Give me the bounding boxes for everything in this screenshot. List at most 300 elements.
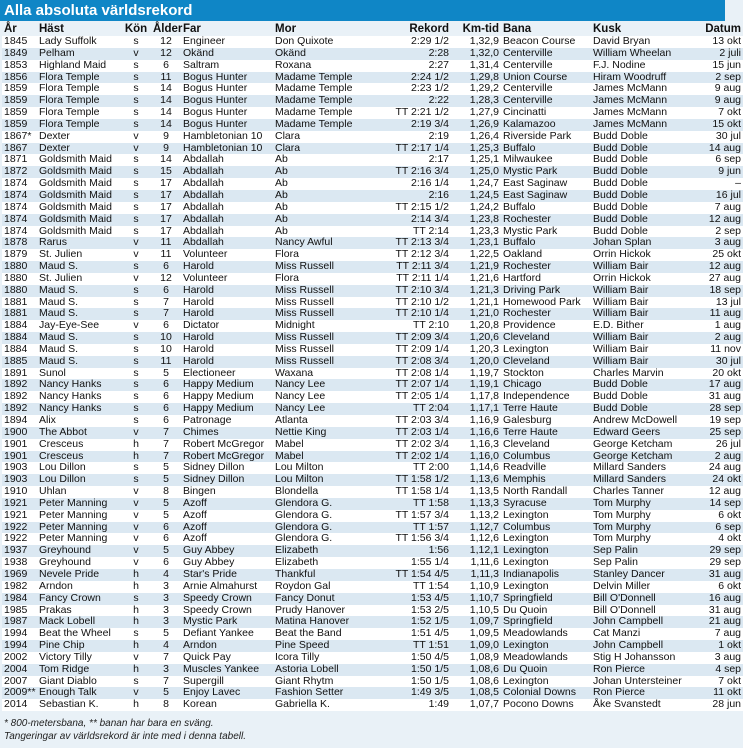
cell-track: Springfield [501,616,591,628]
cell-record: TT 1:54 4/5 [365,569,451,581]
cell-driver: Bill O'Donnell [591,593,684,605]
cell-age: 5 [151,687,181,699]
cell-record: TT 2:10 1/2 [365,297,451,309]
cell-driver: Tom Murphy [591,498,684,510]
cell-age: 7 [151,308,181,320]
cell-sire: Happy Medium [181,379,273,391]
cell-sex: s [121,379,151,391]
cell-age: 6 [151,533,181,545]
cell-sex: v [121,557,151,569]
cell-driver: Budd Doble [591,214,684,226]
cell-track: Syracuse [501,498,591,510]
cell-date: 7 okt [684,676,743,688]
cell-km-time: 1,23,3 [451,226,501,238]
cell-horse: Alix [37,415,121,427]
cell-driver: Stanley Dancer [591,569,684,581]
cell-horse: Peter Manning [37,522,121,534]
cell-year: 1891 [2,368,37,380]
cell-year: 1859 [2,83,37,95]
cell-horse: Cresceus [37,451,121,463]
cell-date: 31 aug [684,569,743,581]
cell-track: Rochester [501,261,591,273]
cell-age: 14 [151,107,181,119]
cell-horse: Peter Manning [37,498,121,510]
cell-sex: v [121,687,151,699]
cell-km-time: 1,11,6 [451,557,501,569]
cell-km-time: 1,16,3 [451,439,501,451]
cell-date: 3 aug [684,237,743,249]
cell-sire: Speedy Crown [181,605,273,617]
cell-km-time: 1,21,9 [451,261,501,273]
cell-date: 2 sep [684,72,743,84]
cell-record: TT 2:08 3/4 [365,356,451,368]
cell-driver: John Campbell [591,640,684,652]
cell-year: 1867 [2,143,37,155]
cell-sex: h [121,451,151,463]
cell-age: 12 [151,48,181,60]
cell-age: 6 [151,557,181,569]
cell-horse: Highland Maid [37,60,121,72]
cell-dam: Nancy Lee [273,379,365,391]
cell-year: 1884 [2,332,37,344]
cell-sex: s [121,308,151,320]
cell-year: 1985 [2,605,37,617]
cell-sex: v [121,533,151,545]
cell-horse: Goldsmith Maid [37,154,121,166]
cell-dam: Roxana [273,60,365,72]
cell-dam: Elizabeth [273,545,365,557]
cell-driver: Millard Sanders [591,474,684,486]
cell-sire: Abdallah [181,178,273,190]
cell-horse: Peter Manning [37,533,121,545]
cell-year: 1901 [2,439,37,451]
cell-record: TT 2:03 3/4 [365,415,451,427]
cell-km-time: 1,19,1 [451,379,501,391]
cell-date: 13 okt [684,36,743,48]
cell-record: TT 2:11 3/4 [365,261,451,273]
cell-year: 1894 [2,415,37,427]
cell-track: Cleveland [501,332,591,344]
cell-date: 29 sep [684,545,743,557]
cell-record: TT 1:57 [365,522,451,534]
cell-sex: s [121,226,151,238]
cell-sex: s [121,356,151,368]
cell-date: 6 okt [684,581,743,593]
cell-horse: Cresceus [37,439,121,451]
cell-track: Columbus [501,451,591,463]
cell-year: 2014 [2,699,37,711]
cell-dam: Miss Russell [273,285,365,297]
cell-km-time: 1,10,5 [451,605,501,617]
cell-date: 1 okt [684,640,743,652]
cell-sire: Arnie Almahurst [181,581,273,593]
cell-date: 12 aug [684,261,743,273]
cell-dam: Beat the Band [273,628,365,640]
cell-sire: Abdallah [181,166,273,178]
cell-track: Cleveland [501,356,591,368]
cell-sire: Harold [181,297,273,309]
table-row [2,581,743,593]
cell-km-time: 1,13,3 [451,498,501,510]
cell-track: Mystic Park [501,226,591,238]
cell-record: TT 2:16 3/4 [365,166,451,178]
cell-km-time: 1,10,7 [451,593,501,605]
cell-date: 18 sep [684,285,743,297]
cell-horse: Maud S. [37,261,121,273]
cell-record: 2:28 [365,48,451,60]
cell-sire: Abdallah [181,202,273,214]
cell-sex: s [121,391,151,403]
cell-record: TT 2:00 [365,462,451,474]
cell-year: 1892 [2,391,37,403]
cell-sex: v [121,237,151,249]
cell-driver: Sep Palin [591,545,684,557]
cell-year: 1938 [2,557,37,569]
cell-km-time: 1,24,7 [451,178,501,190]
cell-track: Lexington [501,581,591,593]
cell-km-time: 1,32,9 [451,36,501,48]
cell-driver: Ron Pierce [591,664,684,676]
cell-sire: Bogus Hunter [181,119,273,131]
cell-date: 28 sep [684,403,743,415]
cell-record: 2:24 1/2 [365,72,451,84]
cell-dam: Mabel [273,451,365,463]
cell-date: 21 aug [684,616,743,628]
cell-sex: h [121,699,151,711]
cell-horse: Prakas [37,605,121,617]
cell-driver: William Wheelan [591,48,684,60]
cell-driver: Andrew McDowell [591,415,684,427]
table-row [2,131,743,143]
records-table [2,22,743,711]
cell-sex: s [121,202,151,214]
cell-sex: v [121,652,151,664]
cell-year: 1872 [2,166,37,178]
cell-sex: s [121,72,151,84]
cell-horse: Lou Dillon [37,462,121,474]
cell-km-time: 1,08,5 [451,687,501,699]
cell-horse: Lady Suffolk [37,36,121,48]
col-header-horse: Häst [39,23,64,35]
cell-sex: h [121,640,151,652]
cell-date: 16 aug [684,593,743,605]
cell-record: 1:49 3/5 [365,687,451,699]
cell-track: Centerville [501,48,591,60]
cell-horse: Lou Dillon [37,474,121,486]
cell-date: 31 aug [684,605,743,617]
cell-age: 5 [151,545,181,557]
cell-record: TT 2:14 [365,226,451,238]
cell-driver: James McMann [591,95,684,107]
cell-track: Springfield [501,593,591,605]
cell-sire: Okänd [181,48,273,60]
cell-sex: s [121,261,151,273]
cell-sex: v [121,48,151,60]
cell-km-time: 1,21,1 [451,297,501,309]
cell-year: 1921 [2,498,37,510]
cell-driver: Tom Murphy [591,510,684,522]
cell-record: TT 2:13 3/4 [365,237,451,249]
cell-date: 9 aug [684,83,743,95]
cell-year: 1994 [2,628,37,640]
cell-km-time: 1,25,1 [451,154,501,166]
cell-driver: Edward Geers [591,427,684,439]
cell-year: 1874 [2,202,37,214]
cell-km-time: 1,17,8 [451,391,501,403]
cell-horse: Sebastian K. [37,699,121,711]
cell-record: 1:49 [365,699,451,711]
cell-sex: s [121,178,151,190]
table-row [2,214,743,226]
cell-driver: Johan Untersteiner [591,676,684,688]
cell-sex: s [121,368,151,380]
cell-dam: Midnight [273,320,365,332]
cell-record: TT 1:56 3/4 [365,533,451,545]
table-row [2,498,743,510]
cell-horse: Goldsmith Maid [37,178,121,190]
cell-date: 15 okt [684,119,743,131]
cell-dam: Thankful [273,569,365,581]
cell-track: Buffalo [501,143,591,155]
cell-track: Lexington [501,640,591,652]
cell-record: 1:50 4/5 [365,652,451,664]
cell-record: TT 2:12 3/4 [365,249,451,261]
cell-age: 4 [151,569,181,581]
cell-sex: v [121,510,151,522]
cell-driver: Budd Doble [591,226,684,238]
cell-age: 6 [151,320,181,332]
cell-record: 2:14 3/4 [365,214,451,226]
cell-dam: Ab [273,226,365,238]
cell-dam: Miss Russell [273,332,365,344]
cell-horse: Uhlan [37,486,121,498]
cell-year: 1921 [2,510,37,522]
cell-dam: Giant Rhytm [273,676,365,688]
cell-km-time: 1,32,0 [451,48,501,60]
cell-sire: Abdallah [181,214,273,226]
cell-sire: Bingen [181,486,273,498]
cell-sire: Bogus Hunter [181,95,273,107]
cell-track: Providence [501,320,591,332]
cell-km-time: 1,09,7 [451,616,501,628]
cell-age: 17 [151,202,181,214]
cell-record: TT 2:11 1/4 [365,273,451,285]
cell-driver: Sep Palin [591,557,684,569]
cell-sire: Abdallah [181,237,273,249]
cell-track: Lexington [501,510,591,522]
col-header-track: Bana [503,23,532,35]
cell-dam: Gabriella K. [273,699,365,711]
cell-driver: Charles Marvin [591,368,684,380]
cell-date: 1 aug [684,320,743,332]
cell-age: 11 [151,356,181,368]
cell-record: TT 2:10 1/4 [365,308,451,320]
cell-age: 3 [151,664,181,676]
cell-date: 2 juli [684,48,743,60]
cell-track: Memphis [501,474,591,486]
cell-track: Stockton [501,368,591,380]
cell-dam: Pine Speed [273,640,365,652]
cell-km-time: 1,11,3 [451,569,501,581]
cell-km-time: 1,23,1 [451,237,501,249]
cell-horse: Pine Chip [37,640,121,652]
cell-km-time: 1,27,9 [451,107,501,119]
cell-horse: Fancy Crown [37,593,121,605]
cell-age: 7 [151,676,181,688]
col-header-sex: Kön [124,23,148,35]
cell-date: 11 aug [684,308,743,320]
cell-age: 17 [151,226,181,238]
cell-horse: Flora Temple [37,72,121,84]
cell-dam: Miss Russell [273,297,365,309]
cell-dam: Astoria Lobell [273,664,365,676]
cell-track: Riverside Park [501,131,591,143]
cell-dam: Flora [273,273,365,285]
cell-sex: v [121,522,151,534]
cell-age: 8 [151,486,181,498]
cell-age: 6 [151,379,181,391]
cell-year: 1859 [2,107,37,119]
cell-date: 6 sep [684,154,743,166]
cell-dam: Miss Russell [273,344,365,356]
cell-record: 2:16 1/4 [365,178,451,190]
cell-km-time: 1,23,8 [451,214,501,226]
cell-date: 17 aug [684,379,743,391]
cell-track: Meadowlands [501,628,591,640]
cell-dam: Ab [273,154,365,166]
cell-track: Galesburg [501,415,591,427]
cell-year: 1881 [2,308,37,320]
cell-sex: h [121,569,151,581]
cell-sex: s [121,190,151,202]
cell-km-time: 1,21,0 [451,308,501,320]
cell-sex: s [121,403,151,415]
cell-date: 6 sep [684,522,743,534]
cell-age: 5 [151,628,181,640]
cell-date: 3 aug [684,652,743,664]
cell-date: 11 nov [684,344,743,356]
cell-horse: Rarus [37,237,121,249]
cell-year: 1874 [2,226,37,238]
cell-sex: h [121,664,151,676]
cell-date: 16 jul [684,190,743,202]
cell-year: 1884 [2,344,37,356]
cell-record: TT 2:09 1/4 [365,344,451,356]
cell-date: 26 jul [684,439,743,451]
cell-track: Homewood Park [501,297,591,309]
cell-km-time: 1,25,0 [451,166,501,178]
cell-driver: Bill O'Donnell [591,605,684,617]
cell-sex: h [121,581,151,593]
cell-driver: Åke Svanstedt [591,699,684,711]
cell-sire: Azoff [181,510,273,522]
cell-record: 1:53 4/5 [365,593,451,605]
cell-horse: Maud S. [37,308,121,320]
cell-driver: Orrin Hickok [591,249,684,261]
cell-horse: Flora Temple [37,95,121,107]
cell-dam: Ab [273,166,365,178]
cell-record: TT 2:02 3/4 [365,439,451,451]
cell-age: 14 [151,95,181,107]
cell-horse: Dexter [37,143,121,155]
cell-record: TT 2:15 1/2 [365,202,451,214]
cell-sex: s [121,676,151,688]
cell-track: Lexington [501,676,591,688]
cell-year: 1880 [2,273,37,285]
cell-dam: Mabel [273,439,365,451]
cell-sire: Star's Pride [181,569,273,581]
cell-driver: Budd Doble [591,143,684,155]
cell-dam: Glendora G. [273,533,365,545]
cell-km-time: 1,22,5 [451,249,501,261]
cell-dam: Clara [273,131,365,143]
cell-horse: Dexter [37,131,121,143]
cell-track: Rochester [501,308,591,320]
cell-year: 1910 [2,486,37,498]
col-header-km-time: Km-tid [462,23,499,35]
cell-year: 1982 [2,581,37,593]
cell-dam: Elizabeth [273,557,365,569]
cell-horse: Goldsmith Maid [37,214,121,226]
cell-date: 14 aug [684,143,743,155]
cell-record: 2:17 [365,154,451,166]
cell-record: TT 2:03 1/4 [365,427,451,439]
cell-sire: Guy Abbey [181,545,273,557]
cell-sire: Robert McGregor [181,439,273,451]
cell-dam: Glendora G. [273,498,365,510]
cell-horse: Peter Manning [37,510,121,522]
cell-sex: s [121,60,151,72]
cell-horse: Enough Talk [37,687,121,699]
cell-track: East Saginaw [501,178,591,190]
cell-dam: Fancy Donut [273,593,365,605]
cell-sire: Mystic Park [181,616,273,628]
cell-record: 1:50 1/5 [365,664,451,676]
cell-age: 15 [151,166,181,178]
col-header-dam: Mor [275,23,297,35]
cell-track: Lexington [501,344,591,356]
cell-km-time: 1,25,3 [451,143,501,155]
cell-km-time: 1,24,2 [451,202,501,214]
cell-track: Chicago [501,379,591,391]
cell-dam: Okänd [273,48,365,60]
cell-horse: Goldsmith Maid [37,226,121,238]
col-header-date: Datum [705,23,741,35]
cell-dam: Ab [273,202,365,214]
table-row [2,285,743,297]
table-row [2,273,743,285]
cell-age: 7 [151,451,181,463]
cell-km-time: 1,21,6 [451,273,501,285]
cell-dam: Nancy Lee [273,403,365,415]
cell-horse: Tom Ridge [37,664,121,676]
cell-age: 8 [151,699,181,711]
cell-age: 6 [151,522,181,534]
cell-dam: Madame Temple [273,119,365,131]
cell-dam: Roydon Gal [273,581,365,593]
cell-date: 11 okt [684,687,743,699]
cell-age: 10 [151,344,181,356]
cell-sire: Enjoy Lavec [181,687,273,699]
cell-horse: Maud S. [37,285,121,297]
cell-age: 5 [151,368,181,380]
cell-sire: Hambletonian 10 [181,131,273,143]
cell-driver: William Bair [591,261,684,273]
cell-sire: Harold [181,308,273,320]
cell-track: Driving Park [501,285,591,297]
cell-dam: Miss Russell [273,261,365,273]
cell-driver: David Bryan [591,36,684,48]
